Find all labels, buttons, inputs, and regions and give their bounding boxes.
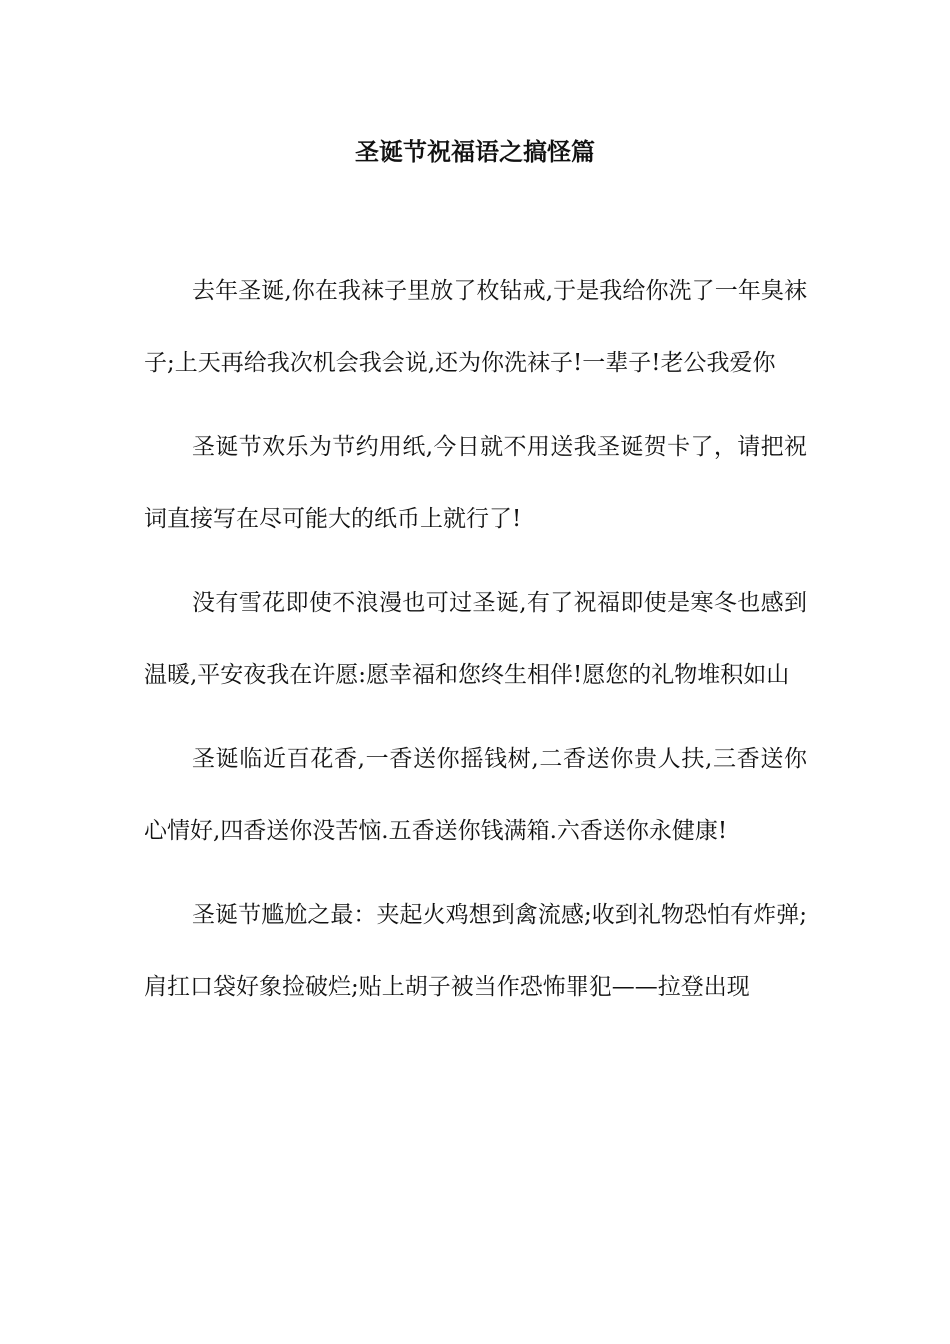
document-title: 圣诞节祝福语之搞怪篇	[355, 137, 595, 166]
paragraph-3: 没有雪花即使不浪漫也可过圣诞,有了祝福即使是寒冬也感到温暖,平安夜我在许愿:愿幸福和您终生相伴!愿您的礼物堆积如山	[144, 590, 807, 688]
paragraph-2: 圣诞节欢乐为节约用纸,今日就不用送我圣诞贺卡了，请把祝词直接写在尽可能大的纸币上就行了!	[144, 434, 807, 532]
document-body	[144, 255, 807, 1023]
paragraph-5: 圣诞节尴尬之最：夹起火鸡想到禽流感;收到礼物恐怕有炸弹;肩扛口袋好象捡破烂;贴上胡子被当作恐怖罪犯——拉登出现	[144, 902, 807, 1000]
paragraph-1: 去年圣诞,你在我袜子里放了枚钻戒,于是我给你洗了一年臭袜子;上天再给我次机会我会说,还为你洗袜子!一辈子!老公我爱你	[144, 278, 807, 376]
paragraph-4: 圣诞临近百花香,一香送你摇钱树,二香送你贵人扶,三香送你心情好,四香送你没苦恼.五香送你钱满箱.六香送你永健康!	[144, 746, 807, 844]
